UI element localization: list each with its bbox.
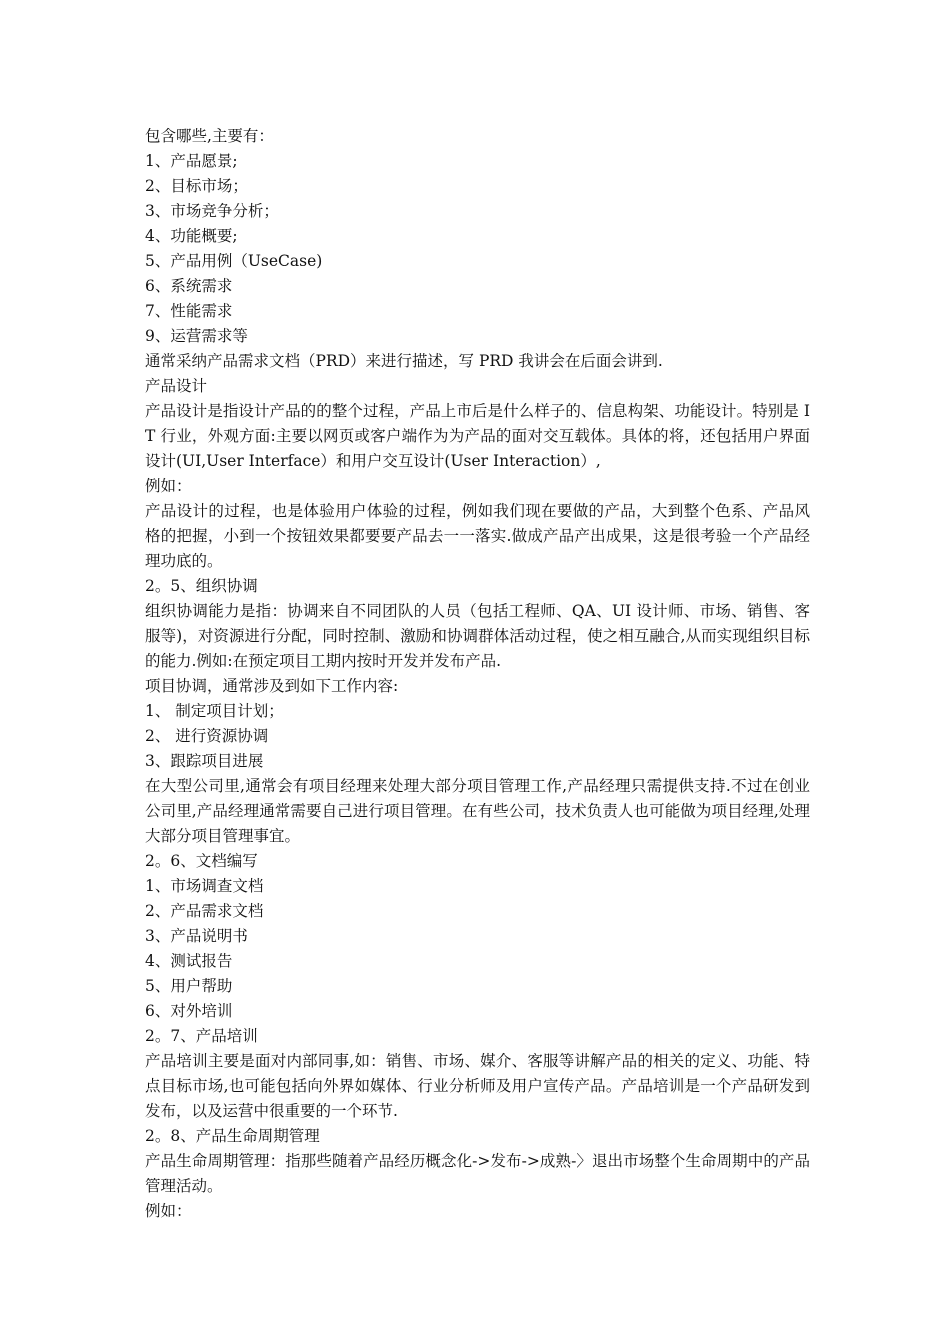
section-heading: 2。5、组织协调 — [145, 577, 258, 595]
list-item: 1、 制定项目计划； — [145, 702, 284, 720]
list-item: 4、测试报告 — [145, 952, 233, 970]
paragraph: 产品培训主要是面对内部同事,如：销售、市场、媒介、客服等讲解产品的相关的定义、功能、特点目标市场,也可能包括向外界如媒体、行业分析师及用户宣传产品。产品培训是一个产品研发到发布，以及运营中很重要的一个环节. — [145, 1052, 810, 1120]
list-item: 3、跟踪项目进展 — [145, 752, 264, 770]
list-item: 2、目标市场； — [145, 177, 248, 195]
list-item: 4、功能概要; — [145, 227, 238, 245]
list-item: 3、市场竞争分析； — [145, 202, 279, 220]
paragraph: 在大型公司里,通常会有项目经理来处理大部分项目管理工作,产品经理只需提供支持.不过在创业公司里,产品经理通常需要自己进行项目管理。在有些公司，技术负责人也可能做为项目经理,处理大部分项目管理事宜。 — [145, 777, 810, 845]
text-line: 例如： — [145, 1202, 192, 1220]
list-item: 7、性能需求 — [145, 302, 233, 320]
document-page — [145, 124, 810, 1224]
paragraph: 产品设计是指设计产品的的整个过程，产品上市后是什么样子的、信息构架、功能设计。特别是 IT 行业，外观方面:主要以网页或客户端作为为产品的面对交互载体。具体的将，还包括用户界面设计(UI,User Interface）和用户交互设计(User Interaction）, — [145, 402, 810, 470]
list-item: 2、产品需求文档 — [145, 902, 264, 920]
section-heading: 2。6、文档编写 — [145, 852, 258, 870]
list-item: 1、市场调查文档 — [145, 877, 264, 895]
list-item: 6、对外培训 — [145, 1002, 233, 1020]
paragraph: 通常采纳产品需求文档（PRD）来进行描述，写 PRD 我讲会在后面会讲到. — [145, 352, 663, 370]
list-item: 2、 进行资源协调 — [145, 727, 269, 745]
text-line: 例如： — [145, 477, 192, 495]
list-item: 9、运营需求等 — [145, 327, 248, 345]
text-line: 包含哪些,主要有： — [145, 127, 274, 145]
section-heading: 2。8、产品生命周期管理 — [145, 1127, 320, 1145]
list-item: 6、系统需求 — [145, 277, 233, 295]
section-heading: 2。7、产品培训 — [145, 1027, 258, 1045]
section-heading: 产品设计 — [145, 377, 208, 395]
paragraph: 组织协调能力是指：协调来自不同团队的人员（包括工程师、QA、UI 设计师、市场、销售、客服等)，对资源进行分配，同时控制、激励和协调群体活动过程，使之相互融合,从而实现组织目标的能力.例如:在预定项目工期内按时开发并发布产品. — [145, 602, 810, 670]
list-item: 1、产品愿景; — [145, 152, 238, 170]
paragraph: 产品设计的过程，也是体验用户体验的过程，例如我们现在要做的产品，大到整个色系、产品风格的把握，小到一个按钮效果都要要产品去一一落实.做成产品产出成果，这是很考验一个产品经理功底的。 — [145, 502, 810, 570]
list-item: 3、产品说明书 — [145, 927, 248, 945]
list-item: 5、用户帮助 — [145, 977, 233, 995]
list-item: 5、产品用例（UseCase) — [145, 252, 323, 270]
paragraph: 产品生命周期管理：指那些随着产品经历概念化->发布->成熟-〉退出市场整个生命周期中的产品管理活动。 — [145, 1152, 810, 1195]
text-line: 项目协调，通常涉及到如下工作内容: — [145, 677, 399, 695]
